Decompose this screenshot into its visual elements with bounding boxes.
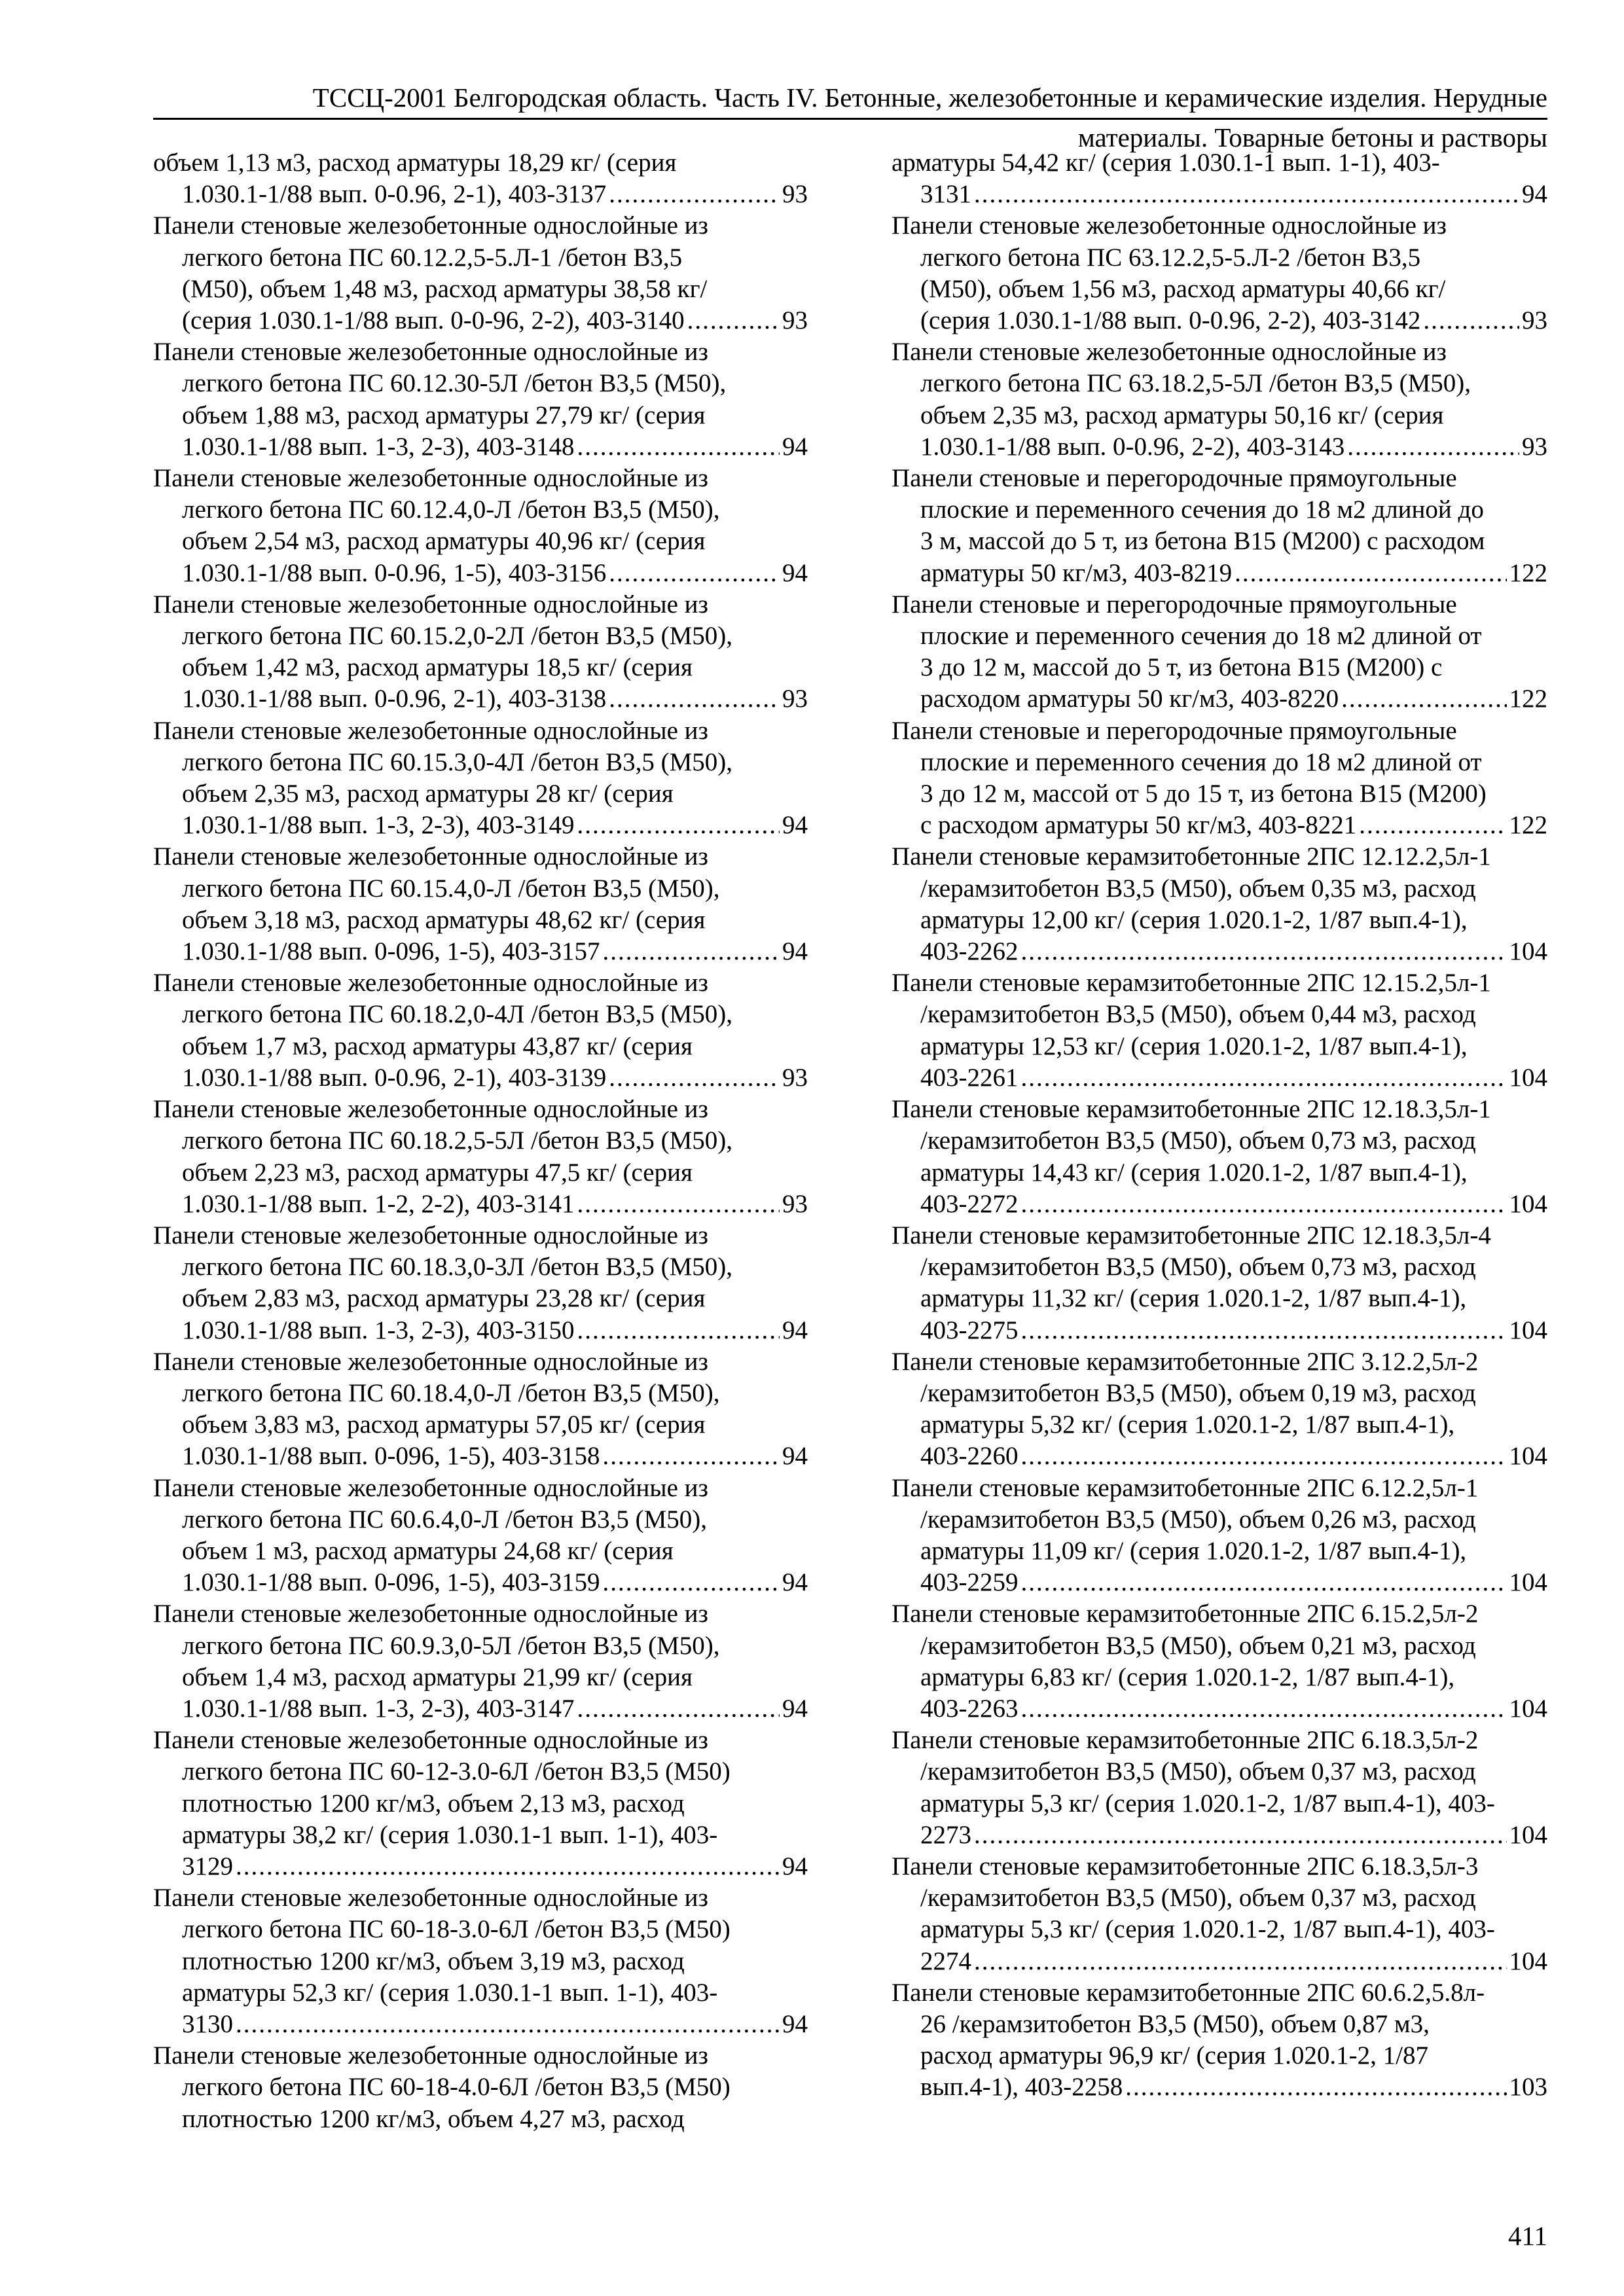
- dot-leader: [1021, 1315, 1507, 1346]
- dot-leader: [609, 1062, 780, 1094]
- entry-line: арматуры 6,83 кг/ (серия 1.020.1-2, 1/87 вып.4-1),: [920, 1662, 1455, 1691]
- entry-reference: (серия 1.030.1-1/88 вып. 0-0.96, 2-2), 403-3142: [920, 306, 1421, 335]
- entry-line: объем 2,54 м3, расход арматуры 40,96 кг/ (серия: [182, 527, 706, 556]
- entry-page-number: 94: [782, 811, 808, 840]
- entry-reference: с расходом арматуры 50 кг/м3, 403-8221: [920, 811, 1357, 840]
- entry-line: 3 до 12 м, массой от 5 до 15 т, из бетона В15 (М200): [920, 780, 1487, 808]
- entry-line: Панели стеновые железобетонные однослойные из: [153, 1473, 708, 1502]
- entry-page-number: 93: [782, 306, 808, 335]
- entry-line: /керамзитобетон В3,5 (М50), объем 0,37 м3, расход: [920, 1884, 1476, 1912]
- entry-line: /керамзитобетон В3,5 (М50), объем 0,37 м3, расход: [920, 1757, 1476, 1786]
- index-entry: [892, 841, 1547, 967]
- entry-reference: 1.030.1-1/88 вып. 1-3, 2-3), 403-3149: [182, 811, 575, 840]
- page-number: 411: [1508, 2221, 1547, 2251]
- entry-line: Панели стеновые железобетонные однослойные из: [892, 211, 1447, 240]
- entry-page-number: 94: [782, 432, 808, 461]
- index-entry: [892, 336, 1547, 463]
- entry-page-number: 122: [1509, 811, 1547, 840]
- entry-page-number: 104: [1509, 1442, 1547, 1471]
- entry-page-number: 94: [782, 1852, 808, 1880]
- entry-line: Панели стеновые железобетонные однослойные из: [153, 1347, 708, 1376]
- dot-leader: [1021, 1693, 1507, 1725]
- entry-line: легкого бетона ПС 60-18-4.0-6Л /бетон В3,5 (М50): [182, 2073, 731, 2102]
- entry-reference: 2273: [920, 1820, 971, 1849]
- entry-line: легкого бетона ПС 60.12.2,5-5.Л-1 /бетон В3,5: [182, 243, 683, 272]
- entry-last-line: [153, 1062, 808, 1094]
- entry-reference: 1.030.1-1/88 вып. 0-0.96, 2-1), 403-3137: [182, 180, 607, 209]
- entry-line: Панели стеновые железобетонные однослойные из: [153, 1726, 708, 1755]
- entry-reference: 3129: [182, 1852, 233, 1880]
- index-entry: [892, 1598, 1547, 1725]
- entry-reference: 403-2261: [920, 1063, 1019, 1092]
- entry-line: легкого бетона ПС 60.12.30-5Л /бетон В3,5 (М50),: [182, 369, 727, 398]
- entry-page-number: 104: [1509, 937, 1547, 966]
- entry-line: Панели стеновые керамзитобетонные 2ПС 3.12.2,5л-2: [892, 1347, 1479, 1376]
- entry-reference: 1.030.1-1/88 вып. 0-096, 1-5), 403-3157: [182, 937, 600, 966]
- entry-page-number: 94: [782, 558, 808, 587]
- entry-line: арматуры 11,32 кг/ (серия 1.020.1-2, 1/87 вып.4-1),: [920, 1284, 1467, 1313]
- entry-last-line: [892, 1567, 1547, 1598]
- dot-leader: [1359, 810, 1506, 841]
- index-entry: [892, 1473, 1547, 1599]
- entry-last-line: [153, 1441, 808, 1472]
- dot-leader: [1347, 431, 1519, 463]
- entry-line: /керамзитобетон В3,5 (М50), объем 0,19 м3, расход: [920, 1378, 1476, 1407]
- entry-line: Панели стеновые керамзитобетонные 2ПС 12.18.3,5л-1: [892, 1095, 1491, 1124]
- entry-line: легкого бетона ПС 60.15.3,0-4Л /бетон В3,5 (М50),: [182, 747, 733, 776]
- entry-line: арматуры 14,43 кг/ (серия 1.020.1-2, 1/87 вып.4-1),: [920, 1158, 1468, 1187]
- entry-line: Панели стеновые железобетонные однослойные из: [892, 338, 1447, 367]
- entry-line: Панели стеновые железобетонные однослойные из: [153, 1884, 708, 1912]
- entry-last-line: [153, 431, 808, 463]
- dot-leader: [687, 305, 780, 336]
- entry-line: объем 2,35 м3, расход арматуры 50,16 кг/ (серия: [920, 401, 1444, 429]
- entry-line: легкого бетона ПС 63.12.2,5-5.Л-2 /бетон В3,5: [920, 243, 1421, 272]
- entry-line: арматуры 5,32 кг/ (серия 1.020.1-2, 1/87 вып.4-1),: [920, 1410, 1455, 1439]
- entry-line: (М50), объем 1,48 м3, расход арматуры 38,58 кг/: [182, 274, 708, 303]
- index-entry: [153, 1473, 808, 1599]
- entry-page-number: 94: [782, 1316, 808, 1344]
- index-entry: [892, 1977, 1547, 2104]
- entry-last-line: [892, 305, 1547, 336]
- entry-last-line: [892, 2072, 1547, 2103]
- index-entry: [892, 147, 1547, 210]
- entry-line: Панели стеновые керамзитобетонные 2ПС 6.18.3,5л-3: [892, 1852, 1479, 1880]
- running-header: [153, 81, 1547, 154]
- entry-line: плотностью 1200 кг/м3, объем 3,19 м3, расход: [182, 1946, 685, 1975]
- entry-line: Панели стеновые железобетонные однослойные из: [153, 211, 708, 240]
- entry-line: объем 1,88 м3, расход арматуры 27,79 кг/ (серия: [182, 401, 706, 429]
- dot-leader: [1021, 936, 1507, 967]
- index-entry: [153, 715, 808, 842]
- entry-page-number: 94: [782, 1568, 808, 1597]
- index-entry: [892, 1220, 1547, 1346]
- header-rule: [153, 118, 1547, 120]
- dot-leader: [609, 683, 780, 715]
- dot-leader: [577, 810, 780, 841]
- entry-line: Панели стеновые керамзитобетонные 2ПС 12.18.3,5л-4: [892, 1221, 1491, 1249]
- dot-leader: [577, 1189, 780, 1220]
- entry-reference: 2274: [920, 1946, 971, 1975]
- entry-line: Панели стеновые железобетонные однослойные из: [153, 590, 708, 619]
- index-entry: [892, 210, 1547, 336]
- entry-line: легкого бетона ПС 60-18-3.0-6Л /бетон В3,5 (М50): [182, 1915, 731, 1944]
- entry-line: Панели стеновые и перегородочные прямоугольные: [892, 590, 1457, 619]
- entry-line: арматуры 38,2 кг/ (серия 1.030.1-1 вып. 1-1), 403-: [182, 1820, 718, 1849]
- index-entry: [892, 1346, 1547, 1473]
- dot-leader: [236, 1851, 780, 1882]
- dot-leader: [577, 1693, 780, 1725]
- entry-page-number: 93: [782, 180, 808, 209]
- entry-line: 26 /керамзитобетон В3,5 (М50), объем 0,87 м3,: [920, 2009, 1430, 2038]
- entry-page-number: 104: [1509, 1189, 1547, 1218]
- entry-line: /керамзитобетон В3,5 (М50), объем 0,21 м3, расход: [920, 1631, 1476, 1660]
- entry-reference: 1.030.1-1/88 вып. 0-0.96, 1-5), 403-3156: [182, 558, 607, 587]
- entry-line: объем 1,42 м3, расход арматуры 18,5 кг/ (серия: [182, 653, 693, 682]
- entry-last-line: [892, 683, 1547, 715]
- entry-line: плоские и переменного сечения до 18 м2 длиной от: [920, 747, 1482, 776]
- entry-last-line: [892, 558, 1547, 589]
- entry-reference: расходом арматуры 50 кг/м3, 403-8220: [920, 685, 1339, 713]
- entry-line: арматуры 12,53 кг/ (серия 1.020.1-2, 1/87 вып.4-1),: [920, 1031, 1468, 1060]
- dot-leader: [1021, 1062, 1507, 1094]
- index-entry: [153, 2040, 808, 2135]
- entry-line: /керамзитобетон В3,5 (М50), объем 0,44 м3, расход: [920, 1000, 1476, 1029]
- entry-page-number: 104: [1509, 1316, 1547, 1344]
- entry-line: Панели стеновые железобетонные однослойные из: [153, 1600, 708, 1628]
- entry-line: Панели стеновые железобетонные однослойные из: [153, 1221, 708, 1249]
- entry-line: арматуры 5,3 кг/ (серия 1.020.1-2, 1/87 вып.4-1), 403-: [920, 1789, 1495, 1818]
- entry-line: плотностью 1200 кг/м3, объем 2,13 м3, расход: [182, 1789, 685, 1818]
- entry-page-number: 94: [782, 1694, 808, 1723]
- entry-line: объем 3,18 м3, расход арматуры 48,62 кг/ (серия: [182, 905, 706, 934]
- index-entry: [153, 1882, 808, 2040]
- index-entry: [153, 1725, 808, 1882]
- entry-line: объем 2,23 м3, расход арматуры 47,5 кг/ (серия: [182, 1158, 693, 1187]
- entry-line: плотностью 1200 кг/м3, объем 4,27 м3, расход: [182, 2104, 685, 2133]
- index-entry: [892, 967, 1547, 1094]
- entry-reference: 1.030.1-1/88 вып. 1-3, 2-3), 403-3147: [182, 1694, 575, 1723]
- entry-page-number: 104: [1509, 1063, 1547, 1092]
- entry-line: объем 1,7 м3, расход арматуры 43,87 кг/ (серия: [182, 1031, 693, 1060]
- entry-line: легкого бетона ПС 60.6.4,0-Л /бетон В3,5 (М50),: [182, 1505, 708, 1534]
- entry-page-number: 104: [1509, 1946, 1547, 1975]
- entry-line: Панели стеновые железобетонные однослойные из: [153, 842, 708, 871]
- entry-line: 3 м, массой до 5 т, из бетона В15 (М200) с расходом: [920, 527, 1485, 556]
- entry-last-line: [892, 1189, 1547, 1220]
- index-entry: [892, 1851, 1547, 1977]
- entry-reference: вып.4-1), 403-2258: [920, 2073, 1123, 2102]
- entry-page-number: 103: [1509, 2073, 1547, 2102]
- entry-reference: 403-2263: [920, 1694, 1019, 1723]
- entry-last-line: [153, 1567, 808, 1598]
- entry-reference: 3131: [920, 180, 971, 209]
- entry-last-line: [892, 1693, 1547, 1725]
- entry-line: легкого бетона ПС 60.12.4,0-Л /бетон В3,5 (М50),: [182, 495, 720, 524]
- entry-line: легкого бетона ПС 60.18.2,5-5Л /бетон В3,5 (М50),: [182, 1126, 733, 1155]
- entry-last-line: [892, 936, 1547, 967]
- entry-line: Панели стеновые керамзитобетонные 2ПС 6.18.3,5л-2: [892, 1726, 1479, 1755]
- entry-line: объем 1,4 м3, расход арматуры 21,99 кг/ (серия: [182, 1662, 693, 1691]
- entry-line: арматуры 52,3 кг/ (серия 1.030.1-1 вып. 1-1), 403-: [182, 1978, 718, 2007]
- entry-last-line: [892, 179, 1547, 210]
- entry-line: объем 2,83 м3, расход арматуры 23,28 кг/ (серия: [182, 1284, 706, 1313]
- dot-leader: [1021, 1441, 1507, 1472]
- entry-page-number: 93: [1522, 432, 1547, 461]
- dot-leader: [603, 1441, 780, 1472]
- header-title-line2: материалы. Товарные бетоны и растворы: [1077, 122, 1547, 152]
- entry-last-line: [892, 1062, 1547, 1094]
- entry-page-number: 122: [1509, 685, 1547, 713]
- entry-line: (М50), объем 1,56 м3, расход арматуры 40,66 кг/: [920, 274, 1446, 303]
- entry-reference: арматуры 50 кг/м3, 403-8219: [920, 558, 1233, 587]
- index-entry: [153, 1094, 808, 1220]
- entry-line: Панели стеновые железобетонные однослойные из: [153, 716, 708, 745]
- entry-last-line: [153, 179, 808, 210]
- index-entry: [153, 589, 808, 715]
- entry-reference: 1.030.1-1/88 вып. 1-3, 2-3), 403-3148: [182, 432, 575, 461]
- entry-line: легкого бетона ПС 60.15.4,0-Л /бетон В3,5 (М50),: [182, 874, 720, 903]
- entry-line: легкого бетона ПС 60-12-3.0-6Л /бетон В3,5 (М50): [182, 1757, 731, 1786]
- entry-line: /керамзитобетон В3,5 (М50), объем 0,73 м3, расход: [920, 1253, 1476, 1282]
- dot-leader: [609, 179, 780, 210]
- entry-line: объем 1 м3, расход арматуры 24,68 кг/ (серия: [182, 1536, 674, 1565]
- entry-reference: 3130: [182, 2009, 233, 2038]
- entry-line: 3 до 12 м, массой до 5 т, из бетона В15 (М200) с: [920, 653, 1443, 682]
- right-column: [892, 147, 1547, 2104]
- entry-page-number: 104: [1509, 1694, 1547, 1723]
- entry-page-number: 93: [1522, 306, 1547, 335]
- entry-last-line: [892, 1820, 1547, 1851]
- dot-leader: [974, 179, 1519, 210]
- dot-leader: [609, 558, 780, 589]
- index-entry: [153, 1598, 808, 1725]
- dot-leader: [236, 2009, 780, 2040]
- entry-line: /керамзитобетон В3,5 (М50), объем 0,26 м3, расход: [920, 1505, 1476, 1534]
- entry-last-line: [892, 1315, 1547, 1346]
- entry-page-number: 94: [782, 937, 808, 966]
- entry-line: расход арматуры 96,9 кг/ (серия 1.020.1-2, 1/87: [920, 2041, 1429, 2070]
- entry-last-line: [153, 810, 808, 841]
- entry-reference: 403-2260: [920, 1442, 1019, 1471]
- entry-last-line: [892, 1946, 1547, 1977]
- dot-leader: [603, 936, 780, 967]
- index-entry: [153, 1220, 808, 1346]
- entry-line: Панели стеновые железобетонные однослойные из: [153, 338, 708, 367]
- dot-leader: [974, 1820, 1507, 1851]
- index-entry: [892, 589, 1547, 715]
- entry-line: объем 2,35 м3, расход арматуры 28 кг/ (серия: [182, 780, 674, 808]
- dot-leader: [1021, 1567, 1507, 1598]
- entry-line: Панели стеновые керамзитобетонные 2ПС 60.6.2,5.8л-: [892, 1978, 1485, 2007]
- entry-page-number: 122: [1509, 558, 1547, 587]
- entry-page-number: 94: [782, 1442, 808, 1471]
- index-entry: [153, 147, 808, 210]
- entry-line: легкого бетона ПС 60.18.4,0-Л /бетон В3,5 (М50),: [182, 1378, 720, 1407]
- entry-line: /керамзитобетон В3,5 (М50), объем 0,73 м3, расход: [920, 1126, 1476, 1155]
- dot-leader: [1125, 2072, 1506, 2103]
- header-title-line1: ТССЦ-2001 Белгородская область. Часть IV. Бетонные, железобетонные и керамические изделия. Нерудные: [312, 82, 1547, 113]
- entry-line: арматуры 54,42 кг/ (серия 1.030.1-1 вып. 1-1), 403-: [892, 149, 1440, 177]
- entry-reference: 403-2262: [920, 937, 1019, 966]
- entry-last-line: [153, 558, 808, 589]
- entry-line: Панели стеновые железобетонные однослойные из: [153, 1095, 708, 1124]
- entry-last-line: [153, 1851, 808, 1882]
- index-entry: [153, 967, 808, 1094]
- entry-last-line: [153, 683, 808, 715]
- left-column: [153, 147, 808, 2135]
- entry-line: объем 1,13 м3, расход арматуры 18,29 кг/ (серия: [153, 149, 677, 177]
- entry-line: легкого бетона ПС 63.18.2,5-5Л /бетон В3,5 (М50),: [920, 369, 1471, 398]
- index-entry: [892, 1094, 1547, 1220]
- index-entry: [153, 210, 808, 336]
- entry-last-line: [153, 2009, 808, 2040]
- entry-page-number: 93: [782, 1063, 808, 1092]
- entry-last-line: [153, 1315, 808, 1346]
- entry-reference: 1.030.1-1/88 вып. 0-096, 1-5), 403-3158: [182, 1442, 600, 1471]
- entry-last-line: [892, 1441, 1547, 1472]
- entry-reference: 403-2275: [920, 1316, 1019, 1344]
- entry-page-number: 104: [1509, 1820, 1547, 1849]
- entry-page-number: 93: [782, 685, 808, 713]
- dot-leader: [577, 431, 780, 463]
- dot-leader: [1423, 305, 1519, 336]
- index-entry: [153, 841, 808, 967]
- entry-page-number: 104: [1509, 1568, 1547, 1597]
- index-entry: [892, 463, 1547, 589]
- entry-line: легкого бетона ПС 60.18.3,0-3Л /бетон В3,5 (М50),: [182, 1253, 733, 1282]
- entry-line: легкого бетона ПС 60.15.2,0-2Л /бетон В3,5 (М50),: [182, 622, 733, 651]
- entry-line: Панели стеновые и перегородочные прямоугольные: [892, 464, 1457, 493]
- dot-leader: [1021, 1189, 1507, 1220]
- entry-line: Панели стеновые и перегородочные прямоугольные: [892, 716, 1457, 745]
- entry-line: плоские и переменного сечения до 18 м2 длиной от: [920, 622, 1482, 651]
- entry-line: Панели стеновые железобетонные однослойные из: [153, 464, 708, 493]
- entry-reference: 403-2272: [920, 1189, 1019, 1218]
- entry-reference: 1.030.1-1/88 вып. 1-3, 2-3), 403-3150: [182, 1316, 575, 1344]
- entry-line: арматуры 12,00 кг/ (серия 1.020.1-2, 1/87 вып.4-1),: [920, 905, 1468, 934]
- entry-reference: (серия 1.030.1-1/88 вып. 0-0-96, 2-2), 403-3140: [182, 306, 685, 335]
- entry-page-number: 93: [782, 1189, 808, 1218]
- entry-line: Панели стеновые железобетонные однослойные из: [153, 969, 708, 997]
- index-entry: [153, 336, 808, 463]
- entry-last-line: [153, 936, 808, 967]
- entry-last-line: [153, 1693, 808, 1725]
- entry-line: Панели стеновые керамзитобетонные 2ПС 12.15.2,5л-1: [892, 969, 1491, 997]
- dot-leader: [577, 1315, 780, 1346]
- entry-line: плоские и переменного сечения до 18 м2 длиной до: [920, 495, 1484, 524]
- dot-leader: [974, 1946, 1507, 1977]
- dot-leader: [603, 1567, 780, 1598]
- entry-reference: 1.030.1-1/88 вып. 0-0.96, 2-2), 403-3143: [920, 432, 1345, 461]
- entry-reference: 1.030.1-1/88 вып. 0-096, 1-5), 403-3159: [182, 1568, 600, 1597]
- entry-line: Панели стеновые керамзитобетонные 2ПС 6.12.2,5л-1: [892, 1473, 1479, 1502]
- entry-reference: 1.030.1-1/88 вып. 0-0.96, 2-1), 403-3138: [182, 685, 607, 713]
- entry-last-line: [892, 431, 1547, 463]
- entry-last-line: [892, 810, 1547, 841]
- entry-line: легкого бетона ПС 60.18.2,0-4Л /бетон В3,5 (М50),: [182, 1000, 733, 1029]
- entry-line: Панели стеновые керамзитобетонные 2ПС 12.12.2,5л-1: [892, 842, 1491, 871]
- entry-line: арматуры 5,3 кг/ (серия 1.020.1-2, 1/87 вып.4-1), 403-: [920, 1915, 1495, 1944]
- entry-last-line: [153, 1189, 808, 1220]
- dot-leader: [1341, 683, 1506, 715]
- entry-line: объем 3,83 м3, расход арматуры 57,05 кг/ (серия: [182, 1410, 706, 1439]
- dot-leader: [1235, 558, 1506, 589]
- entry-page-number: 94: [1522, 180, 1547, 209]
- entry-line: Панели стеновые железобетонные однослойные из: [153, 2041, 708, 2070]
- index-entry: [892, 1725, 1547, 1851]
- entry-line: Панели стеновые керамзитобетонные 2ПС 6.15.2,5л-2: [892, 1600, 1479, 1628]
- entry-reference: 1.030.1-1/88 вып. 1-2, 2-2), 403-3141: [182, 1189, 575, 1218]
- index-entry: [153, 1346, 808, 1473]
- entry-line: легкого бетона ПС 60.9.3,0-5Л /бетон В3,5 (М50),: [182, 1631, 720, 1660]
- entry-line: /керамзитобетон В3,5 (М50), объем 0,35 м3, расход: [920, 874, 1476, 903]
- entry-line: арматуры 11,09 кг/ (серия 1.020.1-2, 1/87 вып.4-1),: [920, 1536, 1467, 1565]
- index-entry: [153, 463, 808, 589]
- index-entry: [892, 715, 1547, 842]
- entry-reference: 403-2259: [920, 1568, 1019, 1597]
- entry-last-line: [153, 305, 808, 336]
- entry-page-number: 94: [782, 2009, 808, 2038]
- entry-reference: 1.030.1-1/88 вып. 0-0.96, 2-1), 403-3139: [182, 1063, 607, 1092]
